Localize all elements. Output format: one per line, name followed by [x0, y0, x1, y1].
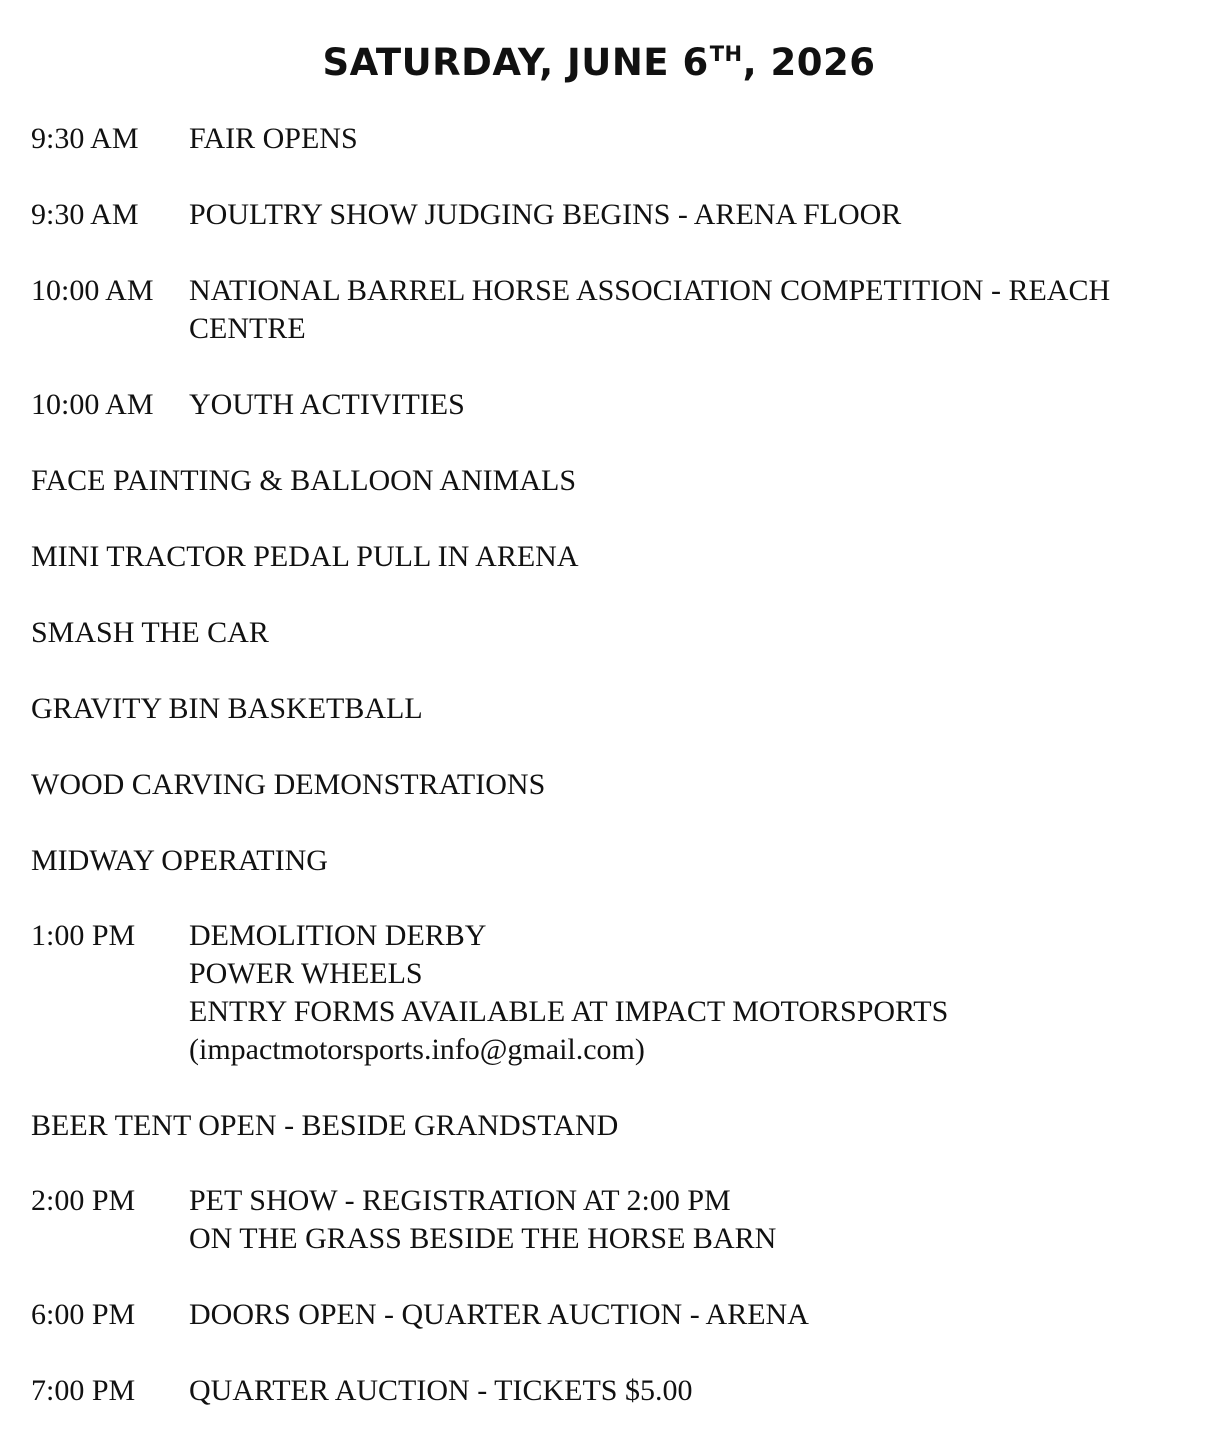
entry-line: YOUTH ACTIVITIES	[189, 388, 465, 421]
entry-description	[189, 272, 1110, 348]
entry-line: (impactmotorsports.info@gmail.com)	[189, 1033, 645, 1066]
entry-line: PET SHOW - REGISTRATION AT 2:00 PM	[189, 1184, 731, 1217]
schedule-entry	[31, 766, 545, 804]
page-title	[0, 39, 1198, 92]
schedule-entry	[31, 538, 579, 576]
entry-time: 9:30 AM	[31, 122, 139, 155]
schedule-entry	[31, 614, 269, 652]
entry-line: CENTRE	[189, 312, 306, 345]
schedule-entry	[31, 842, 328, 880]
entry-line: MIDWAY OPERATING	[31, 844, 328, 877]
entry-description	[189, 386, 465, 424]
entry-line: WOOD CARVING DEMONSTRATIONS	[31, 768, 546, 801]
entry-time: 2:00 PM	[31, 1184, 136, 1217]
entry-time: 10:00 AM	[31, 274, 154, 307]
title-year: , 2026	[742, 40, 876, 84]
entry-description	[189, 917, 948, 1069]
entry-description	[189, 196, 901, 234]
entry-time: 1:00 PM	[31, 919, 136, 952]
entry-line: POWER WHEELS	[189, 957, 423, 990]
entry-line: POULTRY SHOW JUDGING BEGINS - ARENA FLOOR	[189, 198, 902, 231]
entry-time: 10:00 AM	[31, 388, 154, 421]
title-main: SATURDAY, JUNE 6	[322, 40, 709, 84]
entry-line: BEER TENT OPEN - BESIDE GRANDSTAND	[31, 1109, 619, 1142]
entry-description	[189, 1182, 776, 1258]
title-ordinal-suffix: TH	[709, 41, 743, 66]
schedule-entry	[31, 462, 576, 500]
entry-line: FACE PAINTING & BALLOON ANIMALS	[31, 464, 577, 497]
entry-time: 9:30 AM	[31, 198, 139, 231]
entry-line: FAIR OPENS	[189, 122, 358, 155]
entry-line: DOORS OPEN - QUARTER AUCTION - ARENA	[189, 1298, 809, 1331]
entry-line: ON THE GRASS BESIDE THE HORSE BARN	[189, 1222, 777, 1255]
entry-line: GRAVITY BIN BASKETBALL	[31, 692, 423, 725]
entry-line: QUARTER AUCTION - TICKETS $5.00	[189, 1374, 693, 1407]
entry-time: 7:00 PM	[31, 1374, 136, 1407]
entry-line: ENTRY FORMS AVAILABLE AT IMPACT MOTORSPORTS	[189, 995, 949, 1028]
entry-description	[189, 1296, 809, 1334]
schedule-entry	[31, 690, 423, 728]
entry-description	[189, 120, 358, 158]
entry-line: SMASH THE CAR	[31, 616, 269, 649]
entry-line: NATIONAL BARREL HORSE ASSOCIATION COMPETITION - REACH	[189, 274, 1111, 307]
entry-description	[189, 1372, 692, 1410]
schedule-entry	[31, 1107, 618, 1145]
entry-line: DEMOLITION DERBY	[189, 919, 487, 952]
entry-time: 6:00 PM	[31, 1298, 136, 1331]
entry-line: MINI TRACTOR PEDAL PULL IN ARENA	[31, 540, 579, 573]
